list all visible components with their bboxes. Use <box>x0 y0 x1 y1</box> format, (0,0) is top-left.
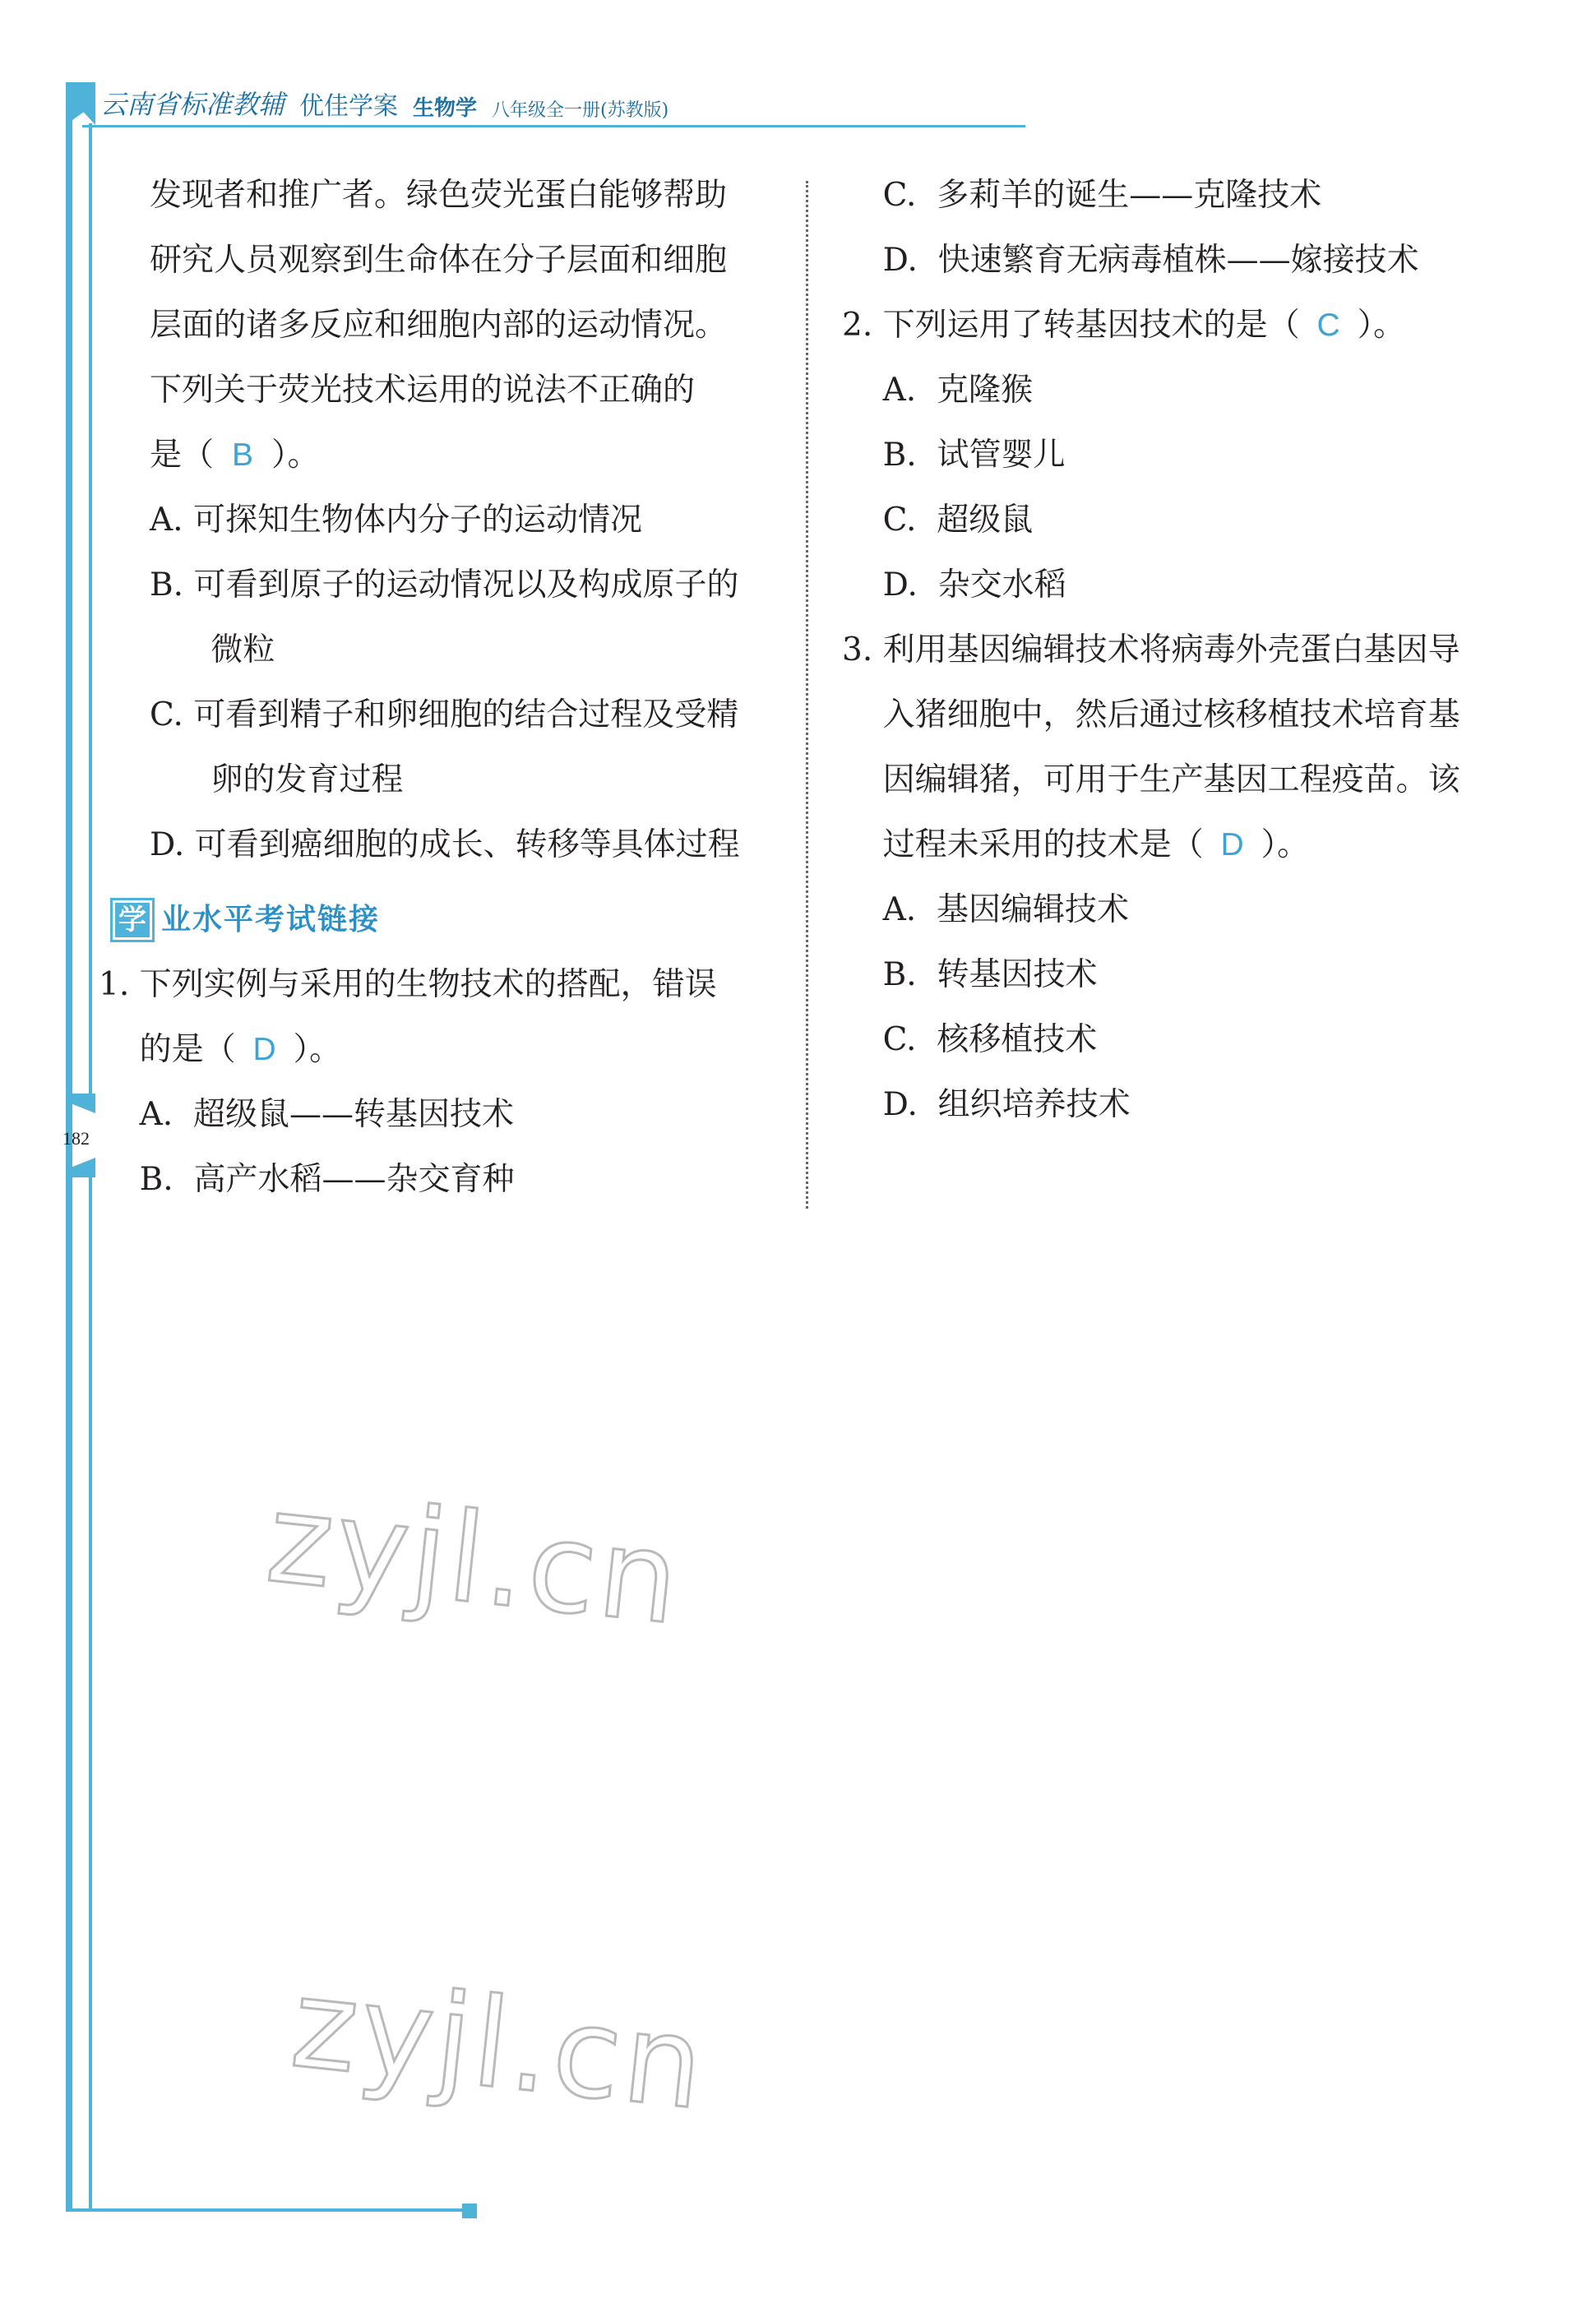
margin-frame-inner-bottom <box>89 1176 92 2212</box>
q1-option-a: A. 超级鼠——转基因技术 <box>99 1096 514 1133</box>
option-b-cont: 微粒 <box>150 631 275 668</box>
q2-option-b: B. 试管婴儿 <box>842 437 1066 474</box>
intro-line: 研究人员观察到生命体在分子层面和细胞 <box>150 242 728 279</box>
section-icon: 学 <box>110 898 155 942</box>
q1-stem-end: 的是（ D ）。 <box>99 1017 717 1082</box>
q3-stem-end: 过程未采用的技术是（ D ）。 <box>842 812 1460 877</box>
header-tab-decoration <box>66 82 95 125</box>
margin-frame-bottom <box>66 2208 477 2212</box>
header-grade: 八年级全一册(苏教版) <box>492 100 669 121</box>
answer-mark: C <box>1316 308 1340 343</box>
margin-frame-inner-top <box>89 123 92 1094</box>
q3-line: 因编辑猪，可用于生产基因工程疫苗。该 <box>842 761 1460 798</box>
option-c-cont: 卵的发育过程 <box>150 761 404 798</box>
q3-line: 入猪细胞中，然后通过核移植技术培育基 <box>842 696 1460 733</box>
page-number: 182 <box>62 1128 90 1149</box>
option-b: B. 可看到原子的运动情况以及构成原子的 <box>150 567 739 603</box>
q1-option-b: B. 高产水稻——杂交育种 <box>99 1161 515 1198</box>
running-header <box>100 86 668 122</box>
q3-line: 3. 利用基因编辑技术将病毒外壳蛋白基因导 <box>842 631 1460 668</box>
section-heading <box>110 887 380 952</box>
watermark: zyjl.cn <box>285 1952 713 2138</box>
left-column-questions <box>99 952 717 1212</box>
q3-option-d: D. 组织培养技术 <box>842 1086 1131 1123</box>
option-c: C. 可看到精子和卵细胞的结合过程及受精 <box>150 696 739 733</box>
answer-mark: B <box>232 437 254 473</box>
q2-option-d: D. 杂交水稻 <box>842 567 1066 603</box>
section-title: 业水平考试链接 <box>161 903 381 936</box>
header-series: 云南省标准教辅 <box>100 89 285 120</box>
q2-option-a: A. 克隆猴 <box>842 372 1033 409</box>
header-series-name: 优佳学案 <box>299 92 399 121</box>
left-column <box>150 163 740 877</box>
column-divider <box>806 181 808 1209</box>
header-rule <box>82 125 1025 127</box>
q2-option-c: C. 超级鼠 <box>842 502 1034 539</box>
q3-option-a: A. 基因编辑技术 <box>842 891 1129 928</box>
intro-line: 下列关于荧光技术运用的说法不正确的 <box>150 372 696 409</box>
q3-option-b: B. 转基因技术 <box>842 956 1098 993</box>
intro-line: 发现者和推广者。绿色荧光蛋白能够帮助 <box>150 177 728 214</box>
frame-corner-square <box>462 2204 477 2218</box>
q1-option-c: C. 多莉羊的诞生——克隆技术 <box>842 177 1322 214</box>
question-stem-end: 是（ B ）。 <box>150 423 740 488</box>
right-column <box>842 163 1460 1137</box>
option-d: D. 可看到癌细胞的成长、转移等具体过程 <box>150 826 740 863</box>
section-block <box>110 887 380 952</box>
intro-line: 层面的诸多反应和细胞内部的运动情况。 <box>150 307 728 344</box>
header-subject: 生物学 <box>413 96 478 121</box>
q2-stem: 2. 下列运用了转基因技术的是（ C ）。 <box>842 293 1460 358</box>
option-a: A. 可探知生物体内分子的运动情况 <box>150 502 642 539</box>
q3-option-c: C. 核移植技术 <box>842 1021 1098 1058</box>
q1-line: 1. 下列实例与采用的生物技术的搭配，错误 <box>99 966 717 1003</box>
answer-mark: D <box>252 1032 276 1067</box>
watermark: zyjl.cn <box>261 1467 688 1653</box>
q1-option-d: D. 快速繁育无病毒植株——嫁接技术 <box>842 242 1419 279</box>
answer-mark: D <box>1220 827 1244 862</box>
